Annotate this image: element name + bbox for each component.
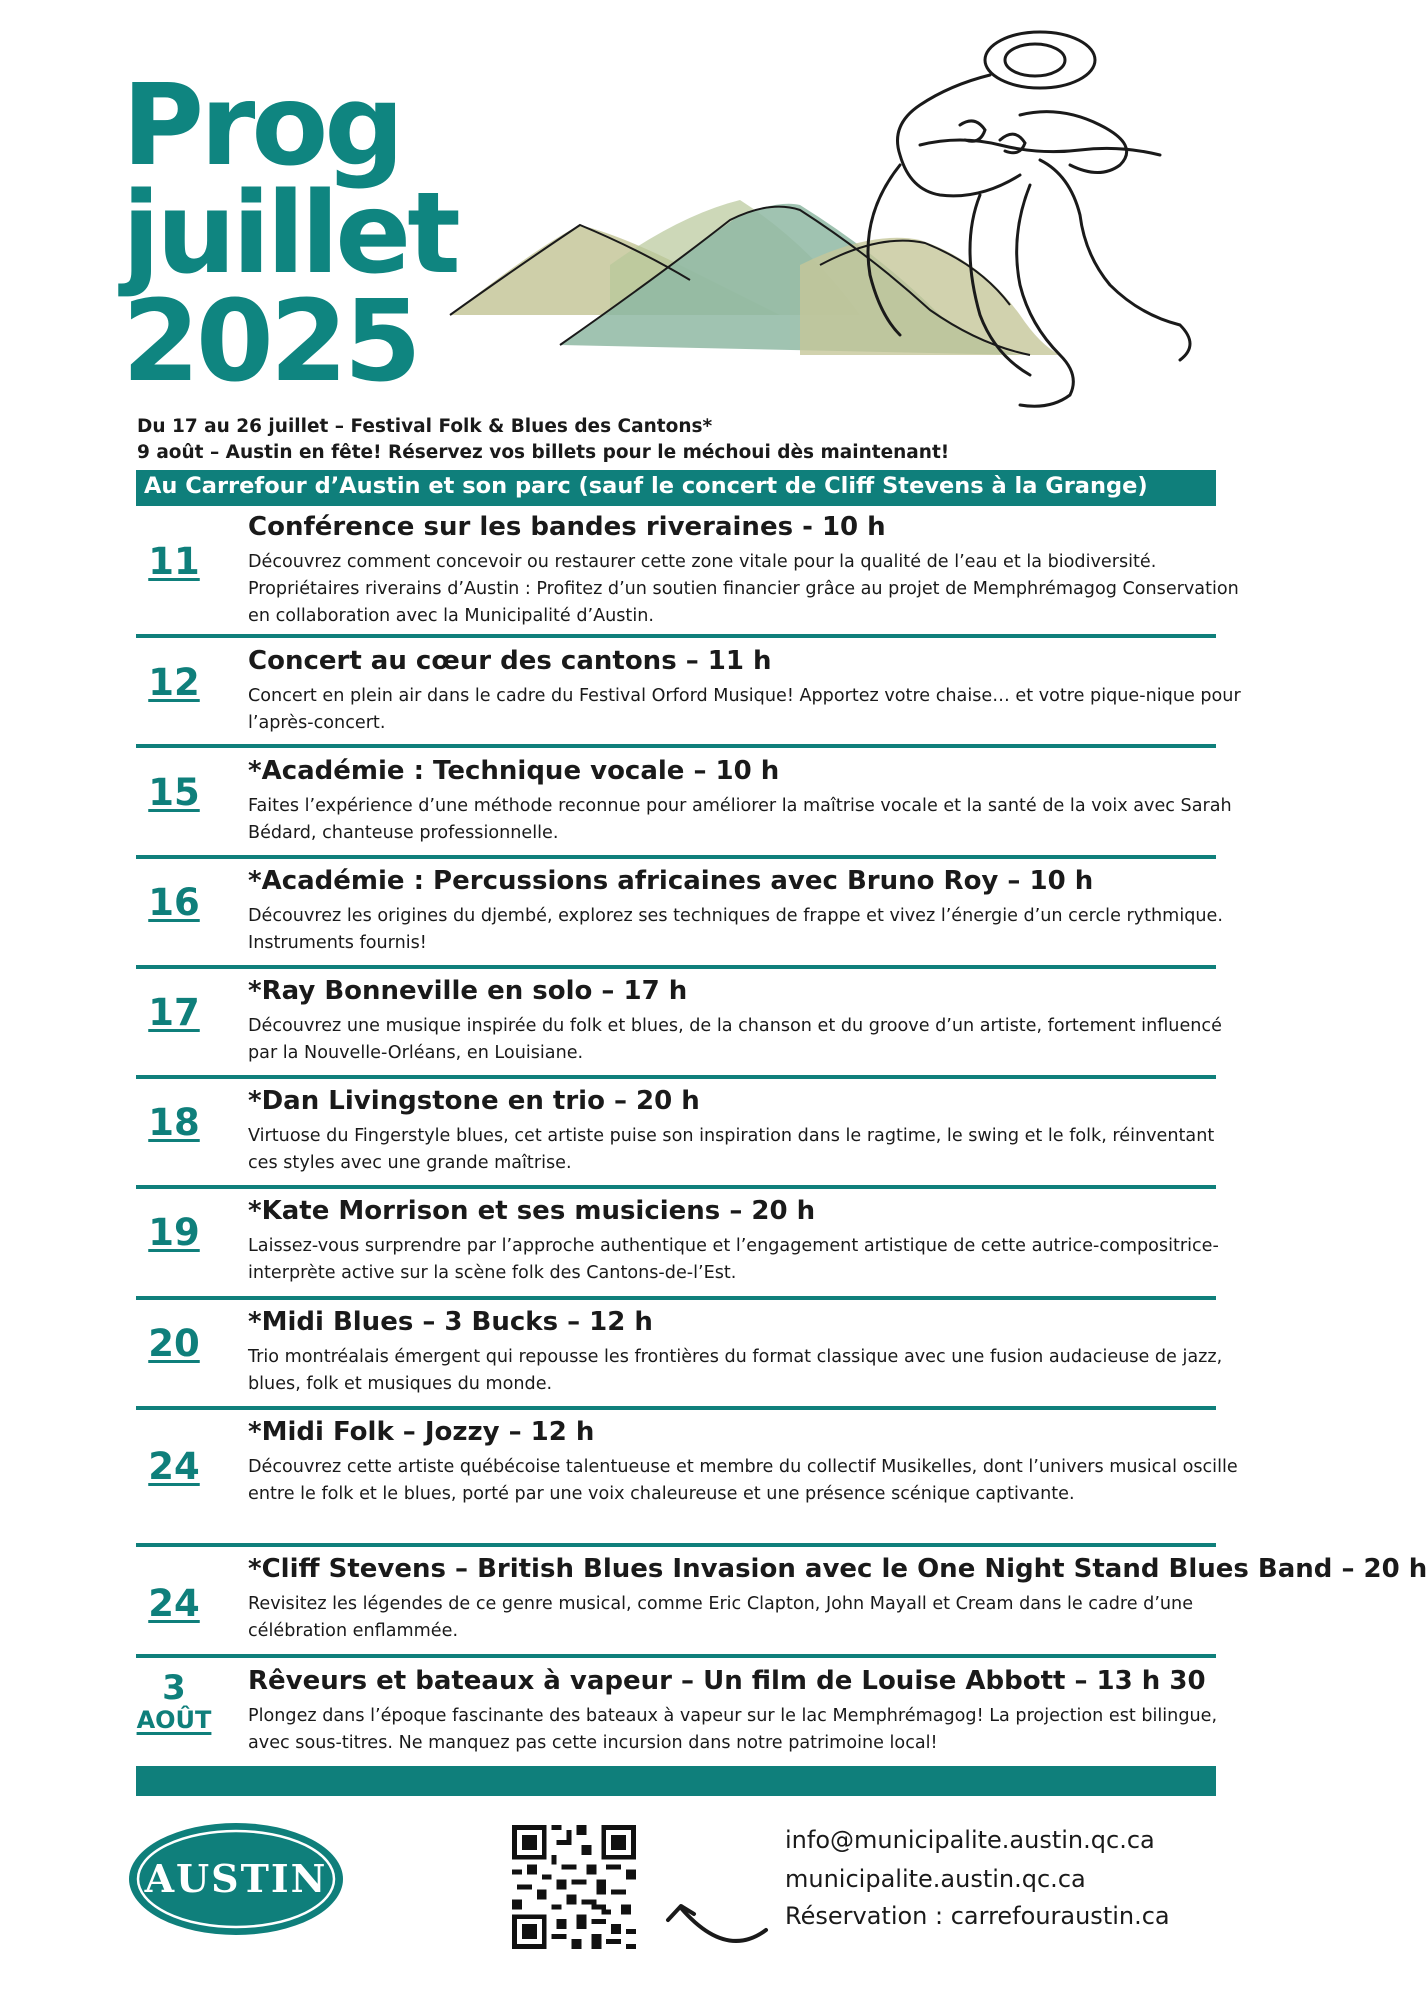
event-description: Revisitez les légendes de ce genre musical, comme Eric Clapton, John Mayall et Cream dans le cadre d’une célébration enflammée. xyxy=(248,1594,1194,1641)
intro-festival-line: Du 17 au 26 juillet – Festival Folk & Blues des Cantons* xyxy=(137,416,713,437)
event-title: *Ray Bonneville en solo – 17 h xyxy=(248,976,688,1006)
event-title: *Midi Folk – Jozzy – 12 h xyxy=(248,1417,595,1447)
event-divider xyxy=(136,1654,1216,1658)
event-title: Rêveurs et bateaux à vapeur – Un film de Louise Abbott – 13 h 30 xyxy=(248,1666,1206,1696)
event-title: Concert au cœur des cantons – 11 h xyxy=(248,646,772,676)
logo-text: AUSTIN xyxy=(144,1856,328,1901)
event-date-day: 3 xyxy=(162,1668,186,1708)
event-date: 11 xyxy=(148,540,200,583)
curved-arrow-icon xyxy=(656,1880,776,1960)
event-divider xyxy=(136,1406,1216,1410)
qr-code[interactable] xyxy=(512,1825,636,1949)
event-divider xyxy=(136,855,1216,859)
event-date: 24 xyxy=(148,1445,200,1488)
event-date: 19 xyxy=(148,1211,200,1254)
event-description: Trio montréalais émergent qui repousse les frontières du format classique avec une fusion audacieuse de jazz, blues, folk et musiques du monde. xyxy=(248,1347,1223,1394)
location-banner: Au Carrefour d’Austin et son parc (sauf le concert de Cliff Stevens à la Grange) xyxy=(136,470,1216,506)
intro-austin-en-fete-line: 9 août – Austin en fête! Réservez vos billets pour le méchoui dès maintenant! xyxy=(137,442,950,463)
event-title: *Dan Livingstone en trio – 20 h xyxy=(248,1086,700,1116)
event-description: Virtuose du Fingerstyle blues, cet artiste puise son inspiration dans le ragtime, le swing et le folk, réinventant ces styles avec une grande maîtrise. xyxy=(248,1126,1215,1173)
event-description: Laissez-vous surprendre par l’approche authentique et l’engagement artistique de cette autrice-compositrice-interprète active sur la scène folk des Cantons-de-l’Est. xyxy=(248,1236,1219,1283)
event-date: 17 xyxy=(148,991,200,1034)
event-divider xyxy=(136,634,1216,638)
event-description: Plongez dans l’époque fascinante des bateaux à vapeur sur le lac Memphrémagog! La projection est bilingue, avec sous-titres. Ne manquez pas cette incursion dans notre patrimoine local! xyxy=(248,1706,1218,1753)
event-title: *Académie : Technique vocale – 10 h xyxy=(248,756,780,786)
page-title-line-3: 2025 xyxy=(122,277,418,407)
event-date: 18 xyxy=(148,1101,200,1144)
event-date: 16 xyxy=(148,881,200,924)
event-date-month: AOÛT xyxy=(136,1706,212,1734)
event-divider xyxy=(136,1296,1216,1300)
page-title-line-1: Prog xyxy=(122,61,401,191)
event-description: Découvrez les origines du djembé, explorez ses techniques de frappe et vivez l’énergie d’un cercle rythmique. Instruments fournis! xyxy=(248,906,1223,953)
event-title: *Kate Morrison et ses musiciens – 20 h xyxy=(248,1196,816,1226)
event-description: Découvrez comment concevoir ou restaurer cette zone vitale pour la qualité de l’eau et la biodiversité. Propriétaires riverains d’Austin : Profitez d’un soutien financier grâce au projet de Memphrémagog Conservation en collaboration avec la Municipalité d’Austin. xyxy=(248,552,1239,626)
page-title-line-2: juillet xyxy=(122,169,457,299)
contact-website[interactable]: municipalite.austin.qc.ca xyxy=(785,1865,1086,1893)
event-date xyxy=(136,1670,212,1734)
contact-email[interactable]: info@municipalite.austin.qc.ca xyxy=(785,1826,1155,1854)
contact-reservation[interactable]: Réservation : carrefouraustin.ca xyxy=(785,1902,1170,1930)
event-date: 24 xyxy=(148,1582,200,1625)
event-divider xyxy=(136,1185,1216,1189)
event-date: 20 xyxy=(148,1322,200,1365)
event-date: 15 xyxy=(148,771,200,814)
event-title: *Cliff Stevens – British Blues Invasion avec le One Night Stand Blues Band – 20 h xyxy=(248,1554,1427,1584)
event-title: *Académie : Percussions africaines avec Bruno Roy – 10 h xyxy=(248,866,1094,896)
mountains-illustration xyxy=(450,200,1060,355)
event-description: Découvrez une musique inspirée du folk et blues, de la chanson et du groove d’un artiste, fortement influencé par la Nouvelle-Orléans, en Louisiane. xyxy=(248,1016,1222,1063)
austin-logo xyxy=(126,1820,346,1938)
event-divider xyxy=(136,1075,1216,1079)
event-date: 12 xyxy=(148,661,200,704)
event-title: Conférence sur les bandes riveraines - 10 h xyxy=(248,512,886,542)
event-description: Faites l’expérience d’une méthode reconnue pour améliorer la maîtrise vocale et la santé de la voix avec Sarah Bédard, chanteuse professionnelle. xyxy=(248,796,1232,843)
footer-bar xyxy=(136,1766,1216,1796)
event-divider xyxy=(136,965,1216,969)
event-divider xyxy=(136,744,1216,748)
mountains-guitarist-illustration xyxy=(420,15,1280,435)
event-title: *Midi Blues – 3 Bucks – 12 h xyxy=(248,1307,653,1337)
event-description: Concert en plein air dans le cadre du Festival Orford Musique! Apportez votre chaise… et votre pique-nique pour l’après-concert. xyxy=(248,686,1241,733)
event-divider xyxy=(136,1543,1216,1547)
event-description: Découvrez cette artiste québécoise talentueuse et membre du collectif Musikelles, dont l’univers musical oscille entre le folk et le blues, porté par une voix chaleureuse et une présence scénique captivante. xyxy=(248,1457,1238,1504)
